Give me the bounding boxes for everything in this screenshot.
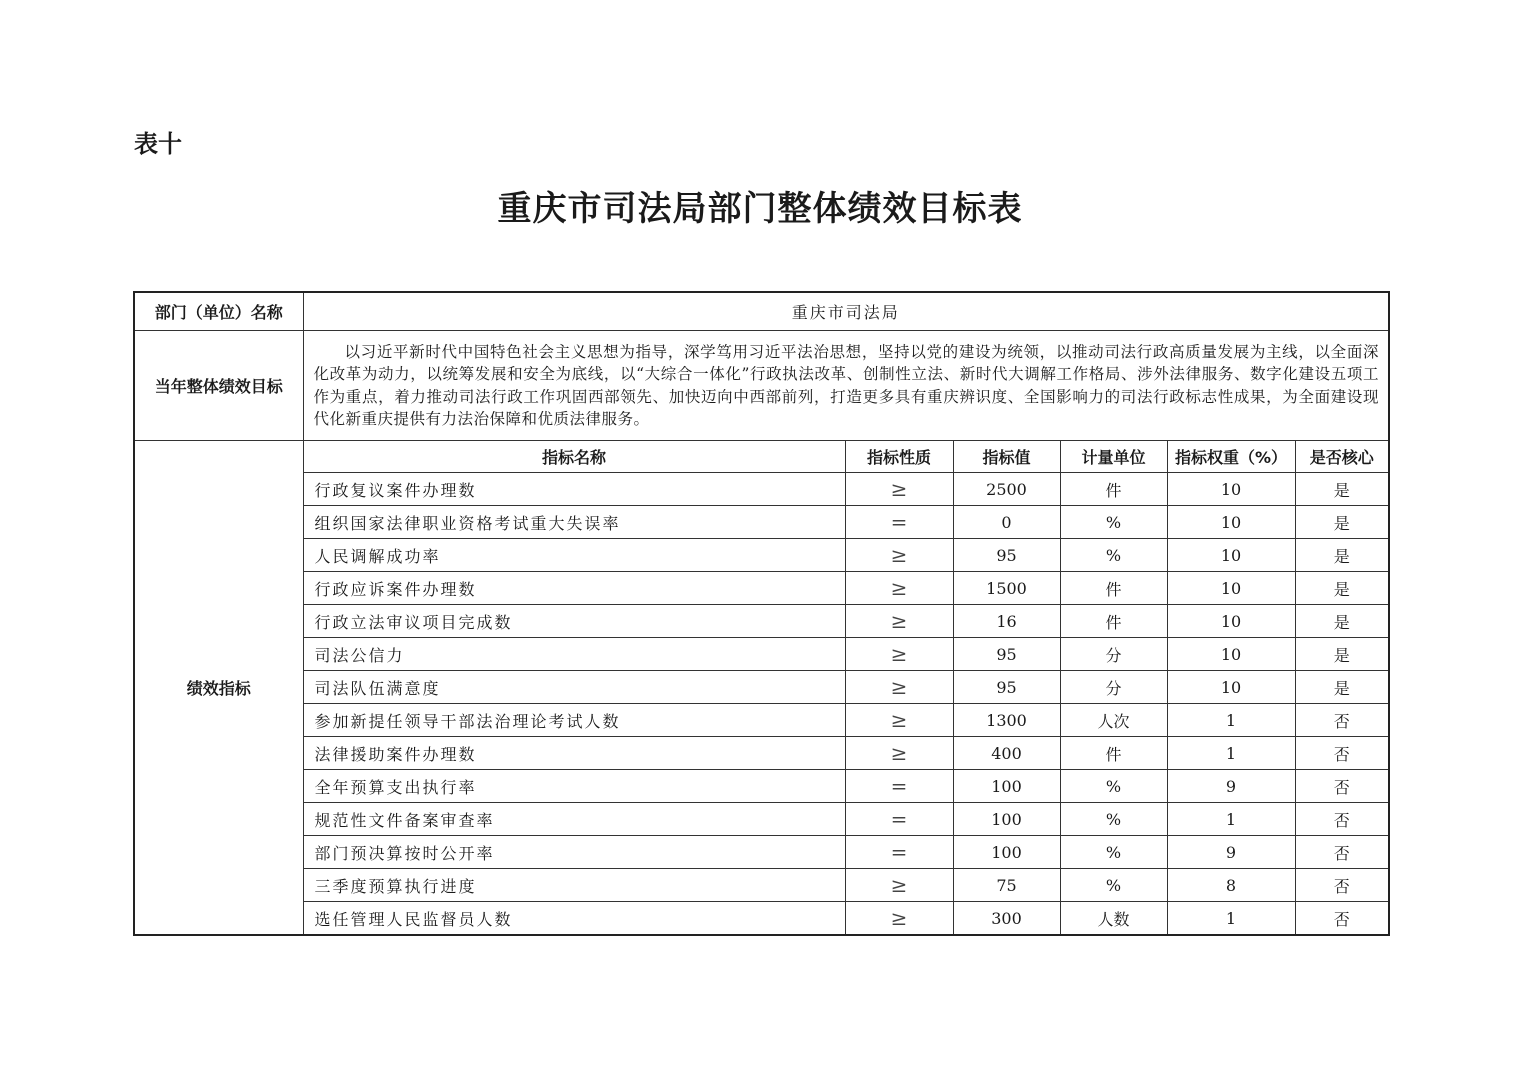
table-row — [134, 737, 1389, 770]
indicator-is-core: 是 — [1295, 638, 1389, 671]
department-name-label: 部门（单位）名称 — [134, 292, 303, 331]
indicator-weight: 10 — [1167, 473, 1295, 506]
indicator-value: 100 — [953, 836, 1060, 869]
table-row — [134, 803, 1389, 836]
indicator-unit: 人数 — [1060, 902, 1167, 936]
indicator-value: 1300 — [953, 704, 1060, 737]
indicator-nature: ≥ — [845, 737, 953, 770]
document-label: 表十 — [134, 130, 182, 158]
indicator-name: 组织国家法律职业资格考试重大失误率 — [303, 506, 845, 539]
indicator-weight: 1 — [1167, 902, 1295, 936]
indicator-name: 参加新提任领导干部法治理论考试人数 — [303, 704, 845, 737]
annual-goal-text: 以习近平新时代中国特色社会主义思想为指导，深学笃用习近平法治思想，坚持以党的建设为统领，以推动司法行政高质量发展为主线，以全面深化改革为动力，以统筹发展和安全为底线，以“大综合一体化”行政执法改革、创制性立法、新时代大调解工作格局、涉外法律服务、数字化建设五项工作为重点，着力推动司法行政工作巩固西部领先、加快迈向中西部前列，打造更多具有重庆辨识度、全国影响力的司法行政标志性成果，为全面建设现代化新重庆提供有力法治保障和优质法律服务。 — [303, 331, 1389, 441]
indicator-unit: 分 — [1060, 638, 1167, 671]
indicator-is-core: 是 — [1295, 473, 1389, 506]
indicator-weight: 10 — [1167, 572, 1295, 605]
department-name-value: 重庆市司法局 — [303, 292, 1389, 331]
indicator-unit: 分 — [1060, 671, 1167, 704]
table-row — [134, 902, 1389, 936]
table-row — [134, 473, 1389, 506]
indicator-unit: % — [1060, 803, 1167, 836]
indicator-unit: % — [1060, 836, 1167, 869]
indicator-header-row — [134, 441, 1389, 473]
table-row — [134, 506, 1389, 539]
indicator-is-core: 是 — [1295, 572, 1389, 605]
indicator-value: 95 — [953, 638, 1060, 671]
indicator-weight: 10 — [1167, 671, 1295, 704]
indicator-unit: 件 — [1060, 473, 1167, 506]
header-indicator-value: 指标值 — [953, 441, 1060, 473]
indicator-is-core: 否 — [1295, 770, 1389, 803]
indicator-unit: % — [1060, 506, 1167, 539]
indicator-name: 司法公信力 — [303, 638, 845, 671]
indicator-weight: 10 — [1167, 506, 1295, 539]
indicator-value: 100 — [953, 770, 1060, 803]
indicator-value: 95 — [953, 671, 1060, 704]
indicator-is-core: 否 — [1295, 902, 1389, 936]
header-indicator-nature: 指标性质 — [845, 441, 953, 473]
indicator-nature: = — [845, 836, 953, 869]
indicator-name: 行政复议案件办理数 — [303, 473, 845, 506]
indicator-weight: 9 — [1167, 770, 1295, 803]
indicator-nature: = — [845, 506, 953, 539]
indicator-name: 法律援助案件办理数 — [303, 737, 845, 770]
header-indicator-name: 指标名称 — [303, 441, 845, 473]
indicators-section-label: 绩效指标 — [134, 441, 303, 936]
indicator-weight: 10 — [1167, 605, 1295, 638]
indicator-name: 行政应诉案件办理数 — [303, 572, 845, 605]
department-name-row — [134, 292, 1389, 331]
indicator-name: 全年预算支出执行率 — [303, 770, 845, 803]
indicator-value: 100 — [953, 803, 1060, 836]
indicator-weight: 1 — [1167, 803, 1295, 836]
table-row — [134, 638, 1389, 671]
indicator-nature: = — [845, 803, 953, 836]
indicator-weight: 10 — [1167, 638, 1295, 671]
table-row — [134, 869, 1389, 902]
indicator-name: 选任管理人民监督员人数 — [303, 902, 845, 936]
indicator-unit: 人次 — [1060, 704, 1167, 737]
indicator-weight: 1 — [1167, 704, 1295, 737]
indicator-weight: 1 — [1167, 737, 1295, 770]
indicator-nature: = — [845, 770, 953, 803]
indicator-unit: % — [1060, 539, 1167, 572]
indicator-is-core: 否 — [1295, 737, 1389, 770]
indicator-unit: 件 — [1060, 605, 1167, 638]
indicator-unit: % — [1060, 869, 1167, 902]
indicator-name: 规范性文件备案审查率 — [303, 803, 845, 836]
indicator-nature: ≥ — [845, 539, 953, 572]
table-row — [134, 704, 1389, 737]
indicator-is-core: 是 — [1295, 539, 1389, 572]
indicator-is-core: 否 — [1295, 869, 1389, 902]
indicator-is-core: 否 — [1295, 704, 1389, 737]
indicator-weight: 9 — [1167, 836, 1295, 869]
annual-goal-row — [134, 331, 1389, 441]
indicator-value: 75 — [953, 869, 1060, 902]
indicator-value: 1500 — [953, 572, 1060, 605]
indicator-name: 司法队伍满意度 — [303, 671, 845, 704]
indicator-nature: ≥ — [845, 638, 953, 671]
table-row — [134, 539, 1389, 572]
indicator-value: 400 — [953, 737, 1060, 770]
indicator-name: 部门预决算按时公开率 — [303, 836, 845, 869]
indicator-unit: 件 — [1060, 737, 1167, 770]
indicator-is-core: 是 — [1295, 671, 1389, 704]
indicator-weight: 10 — [1167, 539, 1295, 572]
indicator-name: 人民调解成功率 — [303, 539, 845, 572]
table-row — [134, 605, 1389, 638]
indicator-name: 三季度预算执行进度 — [303, 869, 845, 902]
header-unit: 计量单位 — [1060, 441, 1167, 473]
indicator-nature: ≥ — [845, 473, 953, 506]
indicator-is-core: 是 — [1295, 506, 1389, 539]
indicator-nature: ≥ — [845, 902, 953, 936]
performance-goal-table — [133, 291, 1390, 936]
indicator-is-core: 是 — [1295, 605, 1389, 638]
table-row — [134, 671, 1389, 704]
header-is-core: 是否核心 — [1295, 441, 1389, 473]
indicator-nature: ≥ — [845, 671, 953, 704]
indicator-nature: ≥ — [845, 869, 953, 902]
annual-goal-label: 当年整体绩效目标 — [134, 331, 303, 441]
header-weight: 指标权重（%） — [1167, 441, 1295, 473]
indicator-value: 300 — [953, 902, 1060, 936]
indicator-name: 行政立法审议项目完成数 — [303, 605, 845, 638]
indicator-unit: 件 — [1060, 572, 1167, 605]
indicator-weight: 8 — [1167, 869, 1295, 902]
indicator-is-core: 否 — [1295, 836, 1389, 869]
indicator-value: 95 — [953, 539, 1060, 572]
indicator-value: 0 — [953, 506, 1060, 539]
indicator-unit: % — [1060, 770, 1167, 803]
document-title: 重庆市司法局部门整体绩效目标表 — [497, 189, 1023, 229]
indicator-value: 2500 — [953, 473, 1060, 506]
table-row — [134, 770, 1389, 803]
table-row — [134, 572, 1389, 605]
indicator-value: 16 — [953, 605, 1060, 638]
indicator-is-core: 否 — [1295, 803, 1389, 836]
indicator-nature: ≥ — [845, 605, 953, 638]
table-row — [134, 836, 1389, 869]
indicator-nature: ≥ — [845, 572, 953, 605]
indicator-nature: ≥ — [845, 704, 953, 737]
